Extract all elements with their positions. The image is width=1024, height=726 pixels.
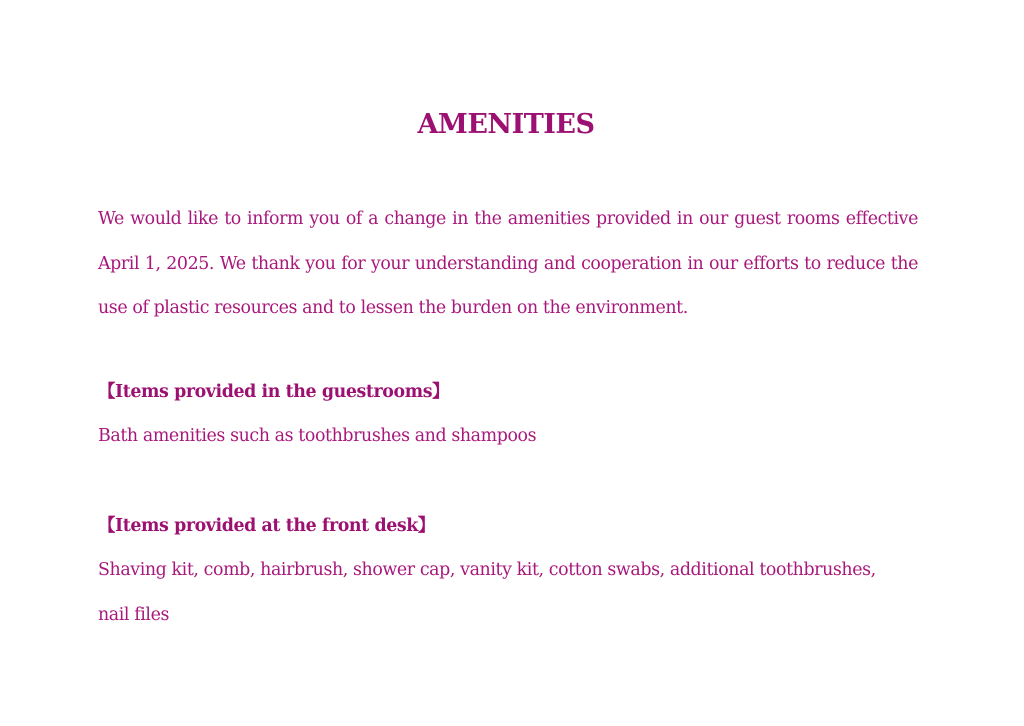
document-title: AMENITIES (417, 109, 595, 140)
section-text-front-desk: Shaving kit, comb, hairbrush, shower cap, vanity kit, cotton swabs, additional toothbrushes, nail files (98, 560, 876, 625)
section-text-guestrooms: Bath amenities such as toothbrushes and shampoos (98, 426, 537, 446)
section-heading-guestrooms: 【Items provided in the guestrooms】 (98, 382, 450, 402)
intro-paragraph: We would like to inform you of a change in the amenities provided in our guest rooms effective April 1, 2025. We thank you for your understanding and cooperation in our efforts to reduce the use of plastic resources and to lessen the burden on the environment. (98, 209, 918, 318)
section-heading-front-desk: 【Items provided at the front desk】 (98, 516, 435, 536)
